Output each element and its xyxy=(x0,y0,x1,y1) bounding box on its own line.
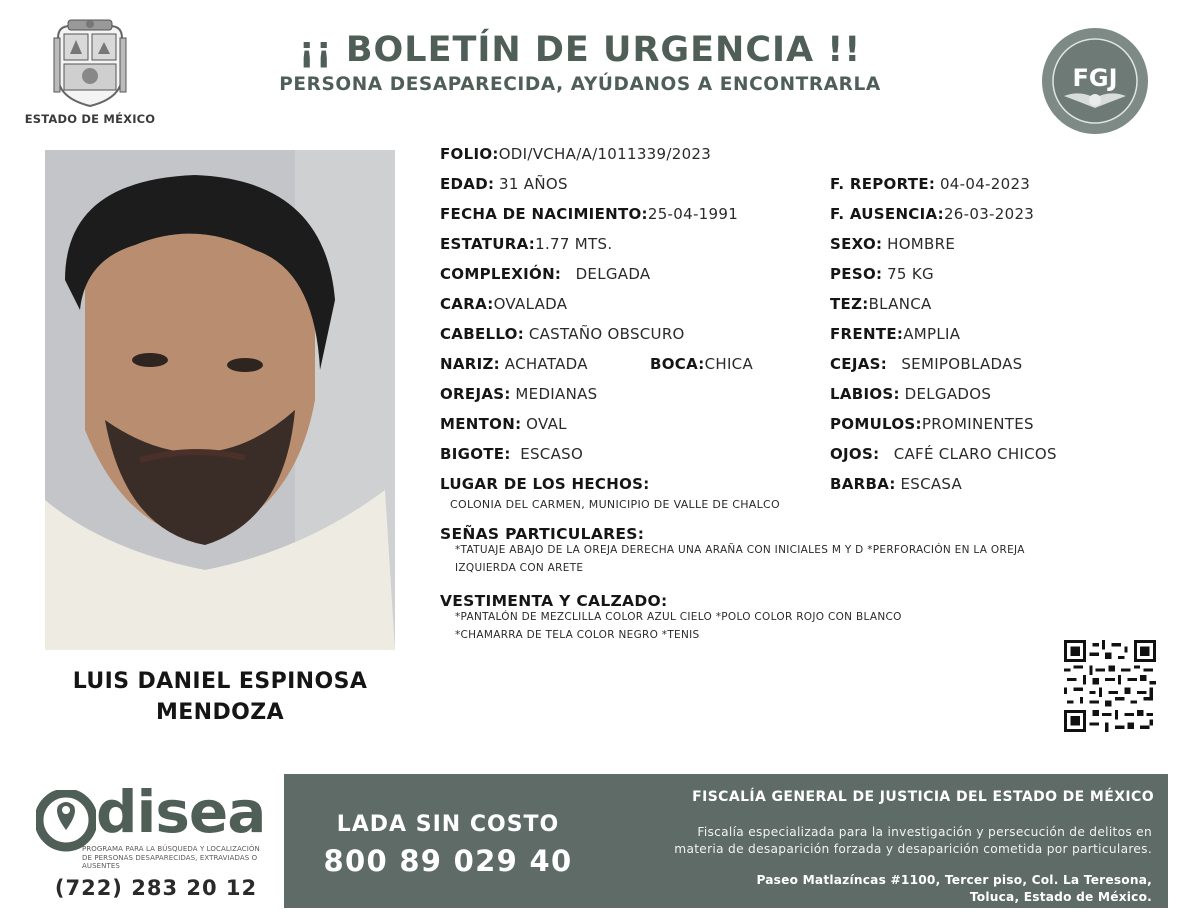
fgj-logo-icon xyxy=(1040,26,1150,136)
field-labios xyxy=(830,385,991,403)
fgj-logo-text: FGJ xyxy=(1072,64,1118,92)
vestimenta-heading: VESTIMENTA Y CALZADO: xyxy=(440,592,668,610)
field-cejas-value: SEMIPOBLADAS xyxy=(901,355,1023,373)
field-complexion-label: COMPLEXIÓN: xyxy=(440,265,562,283)
field-cabello xyxy=(440,325,685,343)
fgj-description-line1: Fiscalía especializada para la investigación y persecución de delitos en xyxy=(697,825,1152,839)
bulletin-subtitle: PERSONA DESAPARECIDA, AYÚDANOS A ENCONTRARLA xyxy=(279,74,881,95)
fgj-address-line1: Paseo Matlazíncas #1100, Tercer piso, Col. La Teresona, xyxy=(756,873,1152,887)
state-label: ESTADO DE MÉXICO xyxy=(24,112,156,126)
field-ojos-value: CAFÉ CLARO CHICOS xyxy=(893,445,1057,463)
fgj-name: FISCALÍA GENERAL DE JUSTICIA DEL ESTADO DE MÉXICO xyxy=(692,789,1154,805)
field-cara-label: CARA: xyxy=(440,295,494,313)
field-cara xyxy=(440,295,567,313)
odisea-phone[interactable]: (722) 283 20 12 xyxy=(54,876,258,900)
field-barba-label: BARBA: xyxy=(830,475,896,493)
fgj-description-line2: materia de desaparición forzada y desaparición cometida por particulares. xyxy=(674,842,1152,856)
field-peso-value: 75 KG xyxy=(887,265,934,283)
person-name-line2: MENDOZA xyxy=(155,700,285,725)
field-tez-value: BLANCA xyxy=(868,295,932,313)
field-cara-value: OVALADA xyxy=(493,295,568,313)
vestimenta-line1: *PANTALÓN DE MEZCLILLA COLOR AZUL CIELO *POLO COLOR ROJO CON BLANCO xyxy=(455,611,902,623)
field-boca-label: BOCA: xyxy=(650,355,705,373)
field-estatura-value: 1.77 MTS. xyxy=(535,235,613,253)
fgj-description xyxy=(600,824,1152,858)
vestimenta-line2: *CHAMARRA DE TELA COLOR NEGRO *TENIS xyxy=(455,629,700,641)
field-boca xyxy=(650,355,753,373)
field-frente xyxy=(830,325,960,343)
senas-line2: IZQUIERDA CON ARETE xyxy=(455,562,584,574)
field-sexo-label: SEXO: xyxy=(830,235,883,253)
field-folio-label: FOLIO: xyxy=(440,145,499,163)
field-f-reporte-label: F. REPORTE: xyxy=(830,175,936,193)
field-menton-label: MENTON: xyxy=(440,415,522,433)
field-cabello-value: CASTAÑO OBSCURO xyxy=(528,325,685,343)
field-ojos-label: OJOS: xyxy=(830,445,880,463)
field-folio-value: ODI/VCHA/A/1011339/2023 xyxy=(498,145,712,163)
field-lugar-hechos xyxy=(440,475,650,493)
field-ojos xyxy=(830,445,1057,463)
odisea-program-description: PROGRAMA PARA LA BÚSQUEDA Y LOCALIZACIÓN DE PERSONAS DESAPARECIDAS, EXTRAVIADAS O AUSENTES xyxy=(82,845,260,870)
field-frente-label: FRENTE: xyxy=(830,325,904,343)
person-photo xyxy=(45,150,395,650)
field-cejas xyxy=(830,355,1023,373)
field-fecha-nacimiento-label: FECHA DE NACIMIENTO: xyxy=(440,205,648,223)
bulletin-title: ¡¡ BOLETÍN DE URGENCIA !! xyxy=(298,30,862,70)
field-orejas xyxy=(440,385,597,403)
field-edad-label: EDAD: xyxy=(440,175,495,193)
field-boca-value: CHICA xyxy=(704,355,754,373)
fgj-address-line2: Toluca, Estado de México. xyxy=(969,890,1152,904)
field-barba xyxy=(830,475,962,493)
field-f-ausencia-label: F. AUSENCIA: xyxy=(830,205,944,223)
field-menton xyxy=(440,415,567,433)
field-tez-label: TEZ: xyxy=(830,295,869,313)
estado-de-mexico-seal-icon xyxy=(50,18,130,110)
field-bigote-value: ESCASO xyxy=(520,445,584,463)
senas-line1: *TATUAJE ABAJO DE LA OREJA DERECHA UNA ARAÑA CON INICIALES M Y D *PERFORACIÓN EN LA OREJA xyxy=(455,544,1025,556)
odisea-wordmark: disea xyxy=(96,778,266,846)
field-labios-value: DELGADOS xyxy=(904,385,992,403)
field-edad-value: 31 AÑOS xyxy=(499,175,568,193)
field-fecha-nacimiento-value: 25-04-1991 xyxy=(647,205,739,223)
toll-free-number[interactable]: 800 89 029 40 xyxy=(323,844,573,878)
field-edad xyxy=(440,175,568,193)
field-menton-value: OVAL xyxy=(526,415,567,433)
field-peso xyxy=(830,265,934,283)
field-barba-value: ESCASA xyxy=(900,475,963,493)
field-pomulos xyxy=(830,415,1034,433)
field-estatura xyxy=(440,235,612,253)
field-nariz-value: ACHATADA xyxy=(504,355,588,373)
field-estatura-label: ESTATURA: xyxy=(440,235,536,253)
fgj-address xyxy=(600,872,1152,906)
field-fecha-nacimiento xyxy=(440,205,738,223)
field-pomulos-value: PROMINENTES xyxy=(921,415,1034,433)
senas-heading: SEÑAS PARTICULARES: xyxy=(440,525,645,543)
field-nariz xyxy=(440,355,588,373)
field-lugar-hechos-value: COLONIA DEL CARMEN, MUNICIPIO DE VALLE DE CHALCO xyxy=(450,498,780,511)
field-f-reporte xyxy=(830,175,1030,193)
field-sexo-value: HOMBRE xyxy=(887,235,956,253)
field-f-reporte-value: 04-04-2023 xyxy=(939,175,1031,193)
person-name-line1: LUIS DANIEL ESPINOSA xyxy=(72,669,368,694)
odisea-pin-icon xyxy=(36,790,96,852)
field-f-ausencia-value: 26-03-2023 xyxy=(943,205,1035,223)
field-tez xyxy=(830,295,932,313)
field-lugar-hechos-label: LUGAR DE LOS HECHOS: xyxy=(440,475,650,493)
field-folio xyxy=(440,145,711,163)
field-bigote xyxy=(440,445,583,463)
person-photo-image xyxy=(45,150,395,650)
field-orejas-label: OREJAS: xyxy=(440,385,511,403)
field-complexion-value: DELGADA xyxy=(575,265,651,283)
field-sexo xyxy=(830,235,955,253)
field-pomulos-label: POMULOS: xyxy=(830,415,922,433)
field-cabello-label: CABELLO: xyxy=(440,325,525,343)
field-peso-label: PESO: xyxy=(830,265,883,283)
field-frente-value: AMPLIA xyxy=(903,325,961,343)
qr-code-icon[interactable] xyxy=(1064,640,1156,732)
field-labios-label: LABIOS: xyxy=(830,385,900,403)
field-nariz-label: NARIZ: xyxy=(440,355,500,373)
toll-free-label: LADA SIN COSTO xyxy=(336,812,560,837)
field-bigote-label: BIGOTE: xyxy=(440,445,511,463)
field-f-ausencia xyxy=(830,205,1034,223)
field-cejas-label: CEJAS: xyxy=(830,355,888,373)
person-name xyxy=(30,666,410,728)
field-orejas-value: MEDIANAS xyxy=(515,385,598,403)
field-complexion xyxy=(440,265,650,283)
